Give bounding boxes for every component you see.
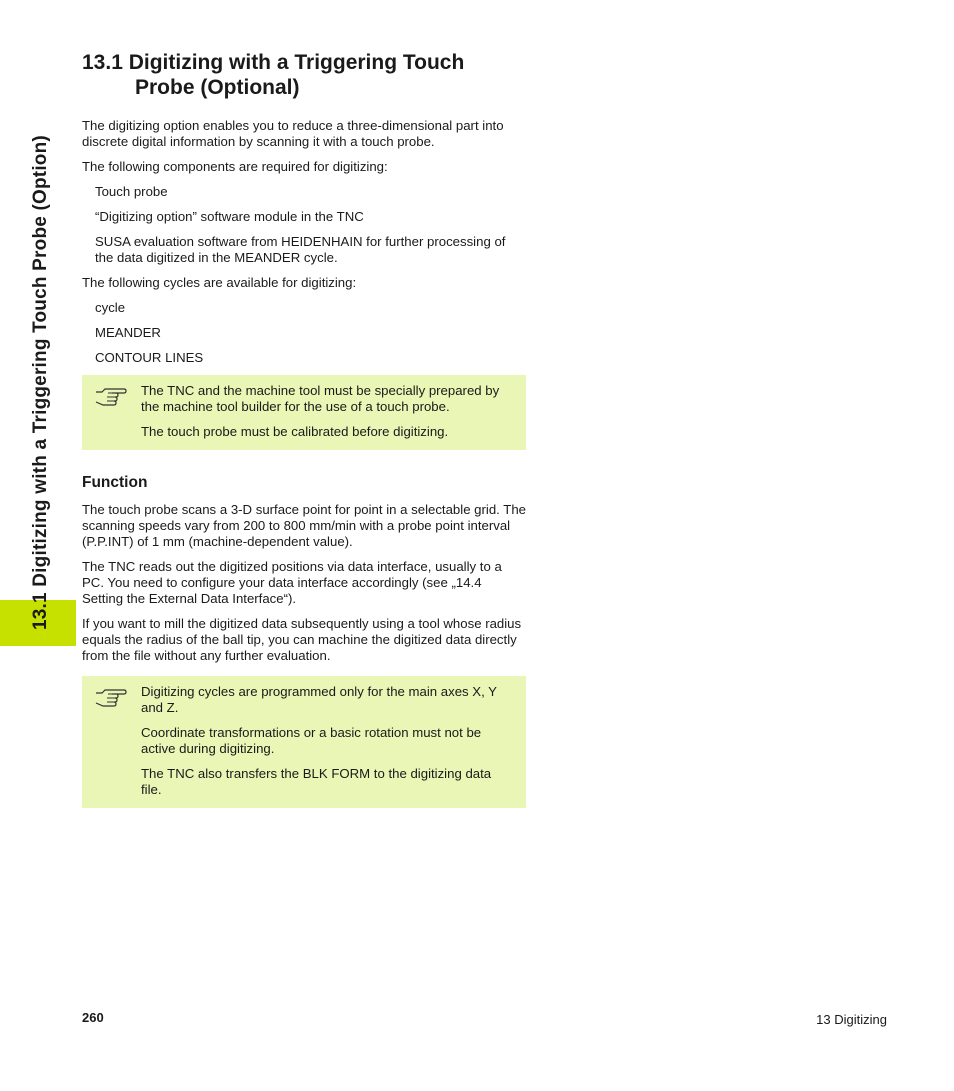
function-paragraph: The TNC reads out the digitized positions via data interface, usually to a PC. You need to configure your data interface accordingly (see „14.4 Setting the External Data Interface“). — [82, 559, 502, 606]
page-content — [82, 50, 526, 808]
list-item: cycle — [95, 300, 126, 315]
pointing-hand-icon — [94, 383, 128, 407]
list-item: CONTOUR LINES — [95, 350, 204, 365]
function-paragraph: The touch probe scans a 3-D surface point for point in a selectable grid. The scanning speeds vary from 200 to 800 mm/min with a probe point interval (P.P.INT) of 1 mm (machine-dependent value). — [82, 502, 526, 549]
chapter-label: 13 Digitizing — [816, 1012, 887, 1027]
pointing-hand-icon — [94, 684, 128, 708]
section-heading: 13.1 Digitizing with a Triggering Touch Probe (Optional) — [82, 51, 465, 99]
function-paragraph: If you want to mill the digitized data subsequently using a tool whose radius equals the radius of the ball tip, you can machine the digitized data directly from the file without any further evaluation. — [82, 616, 522, 663]
list-item: Touch probe — [95, 184, 168, 199]
note-box-1 — [82, 375, 526, 450]
note-box-2 — [82, 676, 526, 808]
list-item: “Digitizing option” software module in the TNC — [95, 209, 364, 224]
note-text: Coordinate transformations or a basic rotation must not be active during digitizing. — [141, 725, 482, 756]
list-item: MEANDER — [95, 325, 161, 340]
page-number: 260 — [82, 1010, 104, 1025]
note-text: The TNC and the machine tool must be specially prepared by the machine tool builder for the use of a touch probe. — [141, 383, 500, 414]
side-tab — [0, 0, 76, 660]
note-text: Digitizing cycles are programmed only for the main axes X, Y and Z. — [141, 684, 497, 715]
function-heading: Function — [82, 474, 148, 491]
components-intro: The following components are required for digitizing: — [82, 159, 388, 174]
cycles-intro: The following cycles are available for digitizing: — [82, 275, 357, 290]
side-tab-title: 13.1 Digitizing with a Triggering Touch Probe (Option) — [30, 135, 51, 630]
note-text: The touch probe must be calibrated before digitizing. — [141, 424, 449, 439]
note-text: The TNC also transfers the BLK FORM to the digitizing data file. — [141, 766, 492, 797]
list-item: SUSA evaluation software from HEIDENHAIN for further processing of the data digitized in the MEANDER cycle. — [95, 234, 506, 265]
intro-paragraph: The digitizing option enables you to reduce a three-dimensional part into discrete digital information by scanning it with a touch probe. — [82, 118, 504, 149]
